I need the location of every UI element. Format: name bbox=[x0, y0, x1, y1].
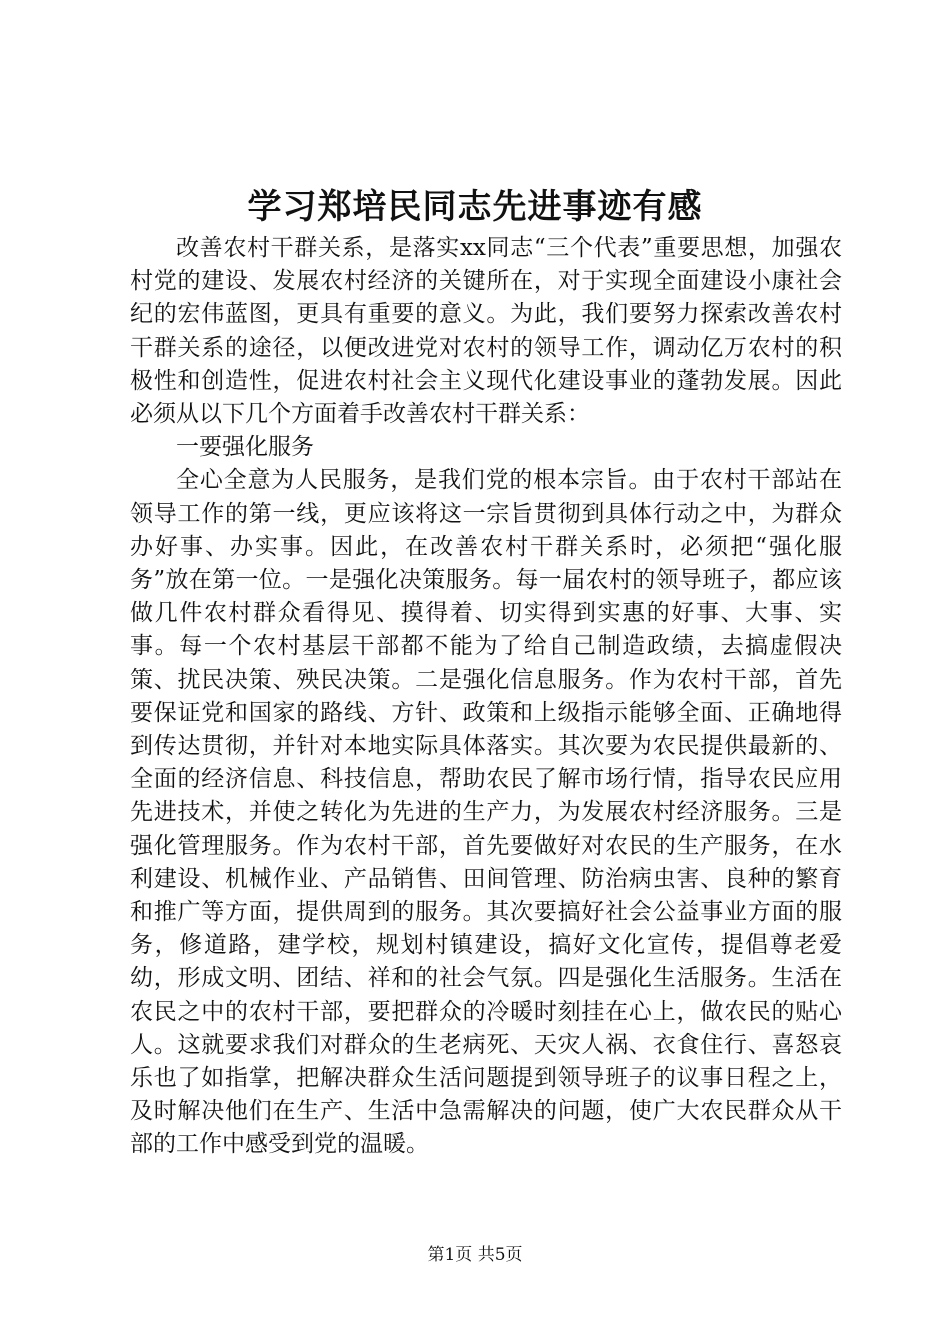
document-body bbox=[130, 232, 842, 1162]
section-heading: 一要强化服务 bbox=[176, 434, 314, 461]
service-paragraph: 全心全意为人民服务，是我们党的根本宗旨。由于农村干部站在领导工作的第一线，更应该将这一宗旨贯彻到具体行动之中，为群众办好事、办实事。因此，在改善农村干群关系时，必须把“强化服务”放在第一位。一是强化决策服务。每一届农村的领导班子，都应该做几件农村群众看得见、摸得着、切实得到实惠的好事、大事、实事。每一个农村基层干部都不能为了给自己制造政绩，去搞虚假决策、扰民决策、殃民决策。二是强化信息服务。作为农村干部，首先要保证党和国家的路线、方针、政策和上级指示能够全面、正确地得到传达贯彻，并针对本地实际具体落实。其次要为农民提供最新的、全面的经济信息、科技信息，帮助农民了解市场行情，指导农民应用先进技术，并使之转化为先进的生产力，为发展农村经济服务。三是强化管理服务。作为农村干部，首先要做好对农民的生产服务，在水利建设、机械作业、产品销售、田间管理、防治病虫害、良种的繁育和推广等方面，提供周到的服务。其次要搞好社会公益事业方面的服务，修道路，建学校，规划村镇建设，搞好文化宣传，提倡尊老爱幼，形成文明、团结、祥和的社会气氛。四是强化生活服务。生活在农民之中的农村干部，要把群众的冷暖时刻挂在心上，做农民的贴心人。这就要求我们对群众的生老病死、天灾人祸、衣食住行、喜怒哀乐也了如指掌，把解决群众生活问题提到领导班子的议事日程之上，及时解决他们在生产、生活中急需解决的问题，使广大农民群众从干部的工作中感受到党的温暖。 bbox=[130, 467, 842, 1158]
intro-paragraph: 改善农村干群关系，是落实xx同志“三个代表”重要思想，加强农村党的建设、发展农村经济的关键所在，对于实现全面建设小康社会纪的宏伟蓝图，更具有重要的意义。为此，我们要努力探索改善农村干群关系的途径，以便改进党对农村的领导工作，调动亿万农村的积极性和创造性，促进农村社会主义现代化建设事业的蓬勃发展。因此必须从以下几个方面着手改善农村干群关系： bbox=[130, 235, 842, 428]
document-title: 学习郑培民同志先进事迹有感 bbox=[247, 187, 703, 227]
page-footer: 第1页 共5页 bbox=[427, 1245, 523, 1265]
